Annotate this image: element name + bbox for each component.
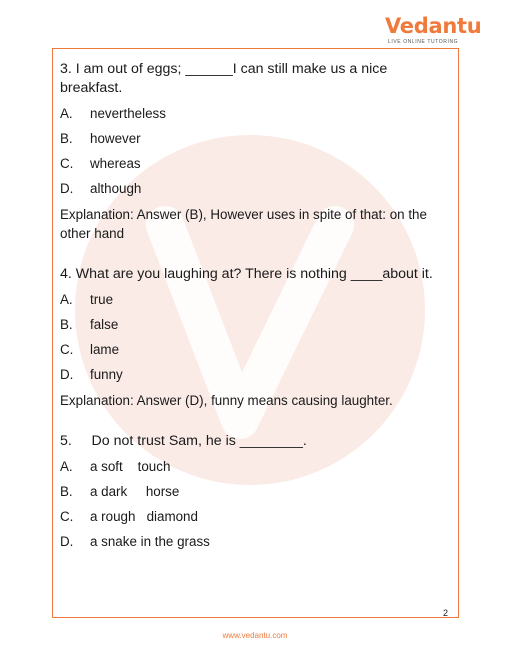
- option-text: although: [90, 181, 142, 196]
- option-letter: C.: [60, 156, 74, 171]
- option-letter: D.: [60, 534, 74, 549]
- question-block: [60, 60, 450, 243]
- vedantu-logo: [377, 14, 482, 48]
- option-text: however: [90, 131, 141, 146]
- page-number: 2: [443, 608, 449, 618]
- option-letter: B.: [60, 131, 73, 146]
- option-a: [60, 104, 450, 129]
- option-letter: B.: [60, 317, 73, 332]
- option-text: a rough diamond: [90, 509, 198, 524]
- option-letter: C.: [60, 342, 74, 357]
- option-b: [60, 315, 450, 340]
- footer-link[interactable]: www.vedantu.com: [222, 631, 288, 640]
- option-b: [60, 482, 450, 507]
- option-b: [60, 129, 450, 154]
- question-block: [60, 265, 450, 410]
- logo-tagline: LIVE ONLINE TUTORING: [388, 39, 459, 45]
- question-text: 4. What are you laughing at? There is nothing ____about it.: [60, 266, 433, 282]
- option-text: funny: [90, 367, 123, 382]
- option-text: a dark horse: [90, 484, 180, 499]
- option-text: true: [90, 292, 114, 307]
- option-text: false: [90, 317, 119, 332]
- option-c: [60, 507, 450, 532]
- option-text: a soft touch: [90, 459, 171, 474]
- option-letter: D.: [60, 181, 74, 196]
- option-d: [60, 365, 450, 390]
- option-text: nevertheless: [90, 106, 166, 121]
- explanation-text: Explanation: Answer (D), funny means causing laughter.: [60, 393, 393, 408]
- option-c: [60, 340, 450, 365]
- logo-wordmark: Vedantu: [385, 14, 482, 38]
- option-text: a snake in the grass: [90, 534, 210, 549]
- option-text: lame: [90, 342, 120, 357]
- question-content: [60, 60, 450, 557]
- option-letter: A.: [60, 106, 73, 121]
- option-a: [60, 290, 450, 315]
- option-c: [60, 154, 450, 179]
- option-letter: A.: [60, 292, 73, 307]
- option-letter: C.: [60, 509, 74, 524]
- option-a: [60, 457, 450, 482]
- option-d: [60, 532, 450, 557]
- option-d: [60, 179, 450, 204]
- option-letter: D.: [60, 367, 74, 382]
- option-letter: B.: [60, 484, 73, 499]
- option-text: whereas: [90, 156, 141, 171]
- explanation-text: Explanation: Answer (B), However uses in spite of that: on the other hand: [60, 207, 427, 241]
- option-letter: A.: [60, 459, 73, 474]
- question-text: 5. Do not trust Sam, he is ________.: [60, 433, 307, 449]
- question-block: [60, 432, 450, 557]
- question-text: 3. I am out of eggs; ______I can still make us a nice breakfast.: [60, 61, 388, 96]
